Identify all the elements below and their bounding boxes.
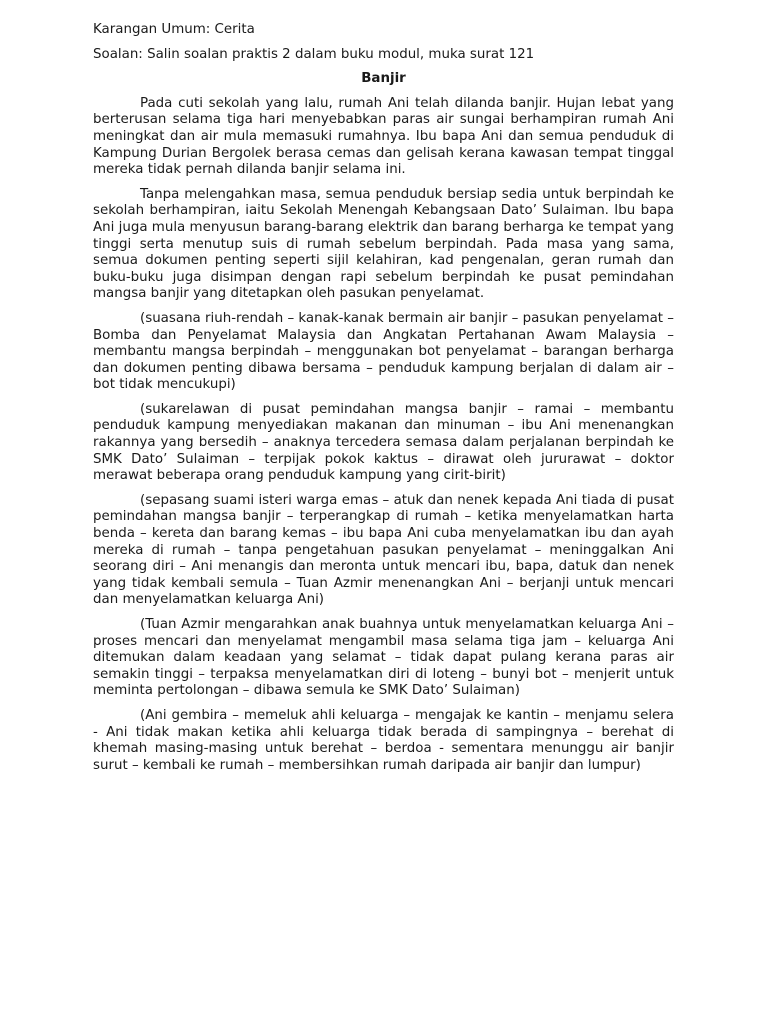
paragraph-4: (sukarelawan di pusat pemindahan mangsa banjir – ramai – membantu penduduk kampung menyediakan makanan dan minuman – ibu Ani menenangkan rakannya yang bersedih – anaknya tercedera semasa dalam perjalanan berpindah ke SMK Dato’ Sulaiman – terpijak pokok kaktus – dirawat oleh jururawat – doktor merawat beberapa orang penduduk kampung yang cirit-birit): [93, 401, 674, 484]
paragraph-7: (Ani gembira – memeluk ahli keluarga – mengajak ke kantin – menjamu selera - Ani tidak makan ketika ahli keluarga tidak berada di sampingnya – berehat di khemah masing-masing untuk berehat – berdoa - sementara menunggu air banjir surut – kembali ke rumah – membersihkan rumah daripada air banjir dan lumpur): [93, 707, 674, 773]
question-instruction: Soalan: Salin soalan praktis 2 dalam buku modul, muka surat 121: [93, 46, 535, 62]
paragraph-6: (Tuan Azmir mengarahkan anak buahnya untuk menyelamatkan keluarga Ani – proses mencari dan menyelamat mengambil masa selama tiga jam – keluarga Ani ditemukan dalam keadaan yang selamat – tidak dapat pulang kerana paras air semakin tinggi – terpaksa menyelamatkan diri di loteng – bunyi bot – menjerit untuk meminta pertolongan – dibawa semula ke SMK Dato’ Sulaiman): [93, 617, 674, 699]
paragraph-5: (sepasang suami isteri warga emas – atuk dan nenek kepada Ani tiada di pusat pemindahan mangsa banjir – terperangkap di rumah – ketika menyelamatkan harta benda – kereta dan barang kemas – ibu bapa Ani cuba menyelamatkan ibu dan ayah mereka di rumah – tanpa pengetahuan pasukan penyelamat – meninggalkan Ani seorang diri – Ani menangis dan meronta untuk mencari ibu, bapa, datuk dan nenek yang tidak kembali semula – Tuan Azmir menenangkan Ani – berjanji untuk mencari dan menyelamatkan keluarga Ani): [93, 492, 674, 608]
document-page: [93, 22, 674, 782]
essay-category: Karangan Umum: Cerita: [93, 22, 255, 37]
paragraph-2: Tanpa melengahkan masa, semua penduduk bersiap sedia untuk berpindah ke sekolah berhampiran, iaitu Sekolah Menengah Kebangsaan Dato’ Sulaiman. Ibu bapa Ani juga mula menyusun barang-barang elektrik dan barang berharga ke tempat yang tinggi serta menutup suis di rumah sebelum berpindah. Pada masa yang sama, semua dokumen penting seperti sijil kelahiran, kad pengenalan, geran rumah dan buku-buku juga disimpan dengan rapi sebelum berpindah ke pusat pemindahan mangsa banjir yang ditetapkan oleh pasukan penyelamat.: [93, 186, 674, 302]
paragraph-1: Pada cuti sekolah yang lalu, rumah Ani telah dilanda banjir. Hujan lebat yang berterusan selama tiga hari menyebabkan paras air sungai berhampiran rumah Ani meningkat dan air mula memasuki rumahnya. Ibu bapa Ani dan semua penduduk di Kampung Durian Bergolek berasa cemas dan gelisah kerana kawasan tempat tinggal mereka tidak pernah dilanda banjir selama ini.: [93, 95, 674, 178]
paragraph-3: (suasana riuh-rendah – kanak-kanak bermain air banjir – pasukan penyelamat – Bomba dan Penyelamat Malaysia dan Angkatan Pertahanan Awam Malaysia – membantu mangsa berpindah – menggunakan bot penyelamat – barangan berharga dan dokumen penting dibawa bersama – penduduk kampung berjalan di dalam air – bot tidak mencukupi): [93, 310, 674, 393]
essay-title: Banjir: [361, 71, 406, 87]
